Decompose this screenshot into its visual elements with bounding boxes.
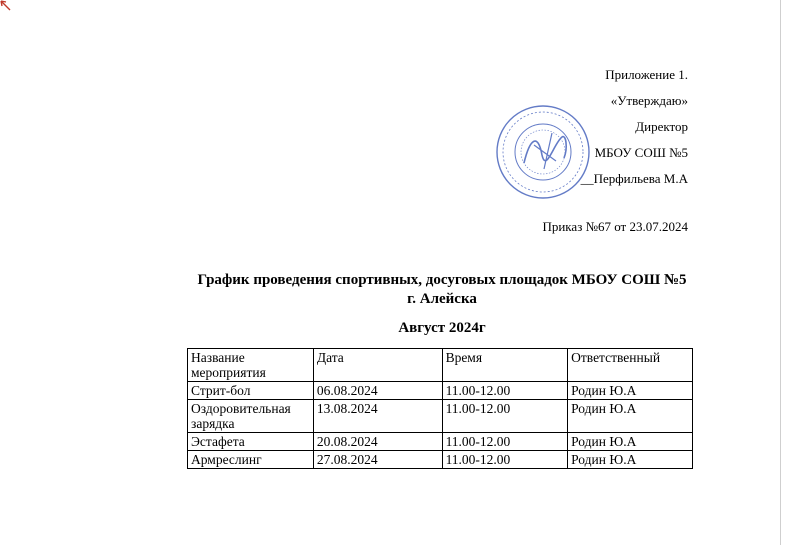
school-label: МБОУ СОШ №5	[594, 145, 688, 160]
cell-responsible: Родин Ю.А	[568, 433, 693, 451]
cell-date: 27.08.2024	[313, 451, 442, 469]
header-responsible: Ответственный	[568, 349, 693, 382]
table-row	[188, 433, 693, 451]
appendix-label: Приложение 1.	[605, 67, 688, 82]
header-event: Название мероприятия	[188, 349, 314, 382]
signature-line: __Перфильева М.А	[580, 171, 688, 186]
corner-mark-icon	[0, 0, 14, 14]
table-header-row	[188, 349, 693, 382]
cell-responsible: Родин Ю.А	[568, 382, 693, 400]
document-title	[188, 271, 696, 309]
header-date: Дата	[313, 349, 442, 382]
table-row	[188, 400, 693, 433]
cell-time: 11.00-12.00	[442, 382, 568, 400]
cell-time: 11.00-12.00	[442, 400, 568, 433]
position-label: Директор	[635, 119, 688, 134]
order-reference: Приказ №67 от 23.07.2024	[542, 219, 688, 234]
approval-block	[581, 66, 688, 196]
month-heading: Август 2024г	[398, 320, 486, 336]
cell-responsible: Родин Ю.А	[568, 451, 693, 469]
page-edge	[780, 0, 781, 545]
cell-date: 13.08.2024	[313, 400, 442, 433]
table-row	[188, 382, 693, 400]
cell-event: Эстафета	[188, 433, 314, 451]
approve-label: «Утверждаю»	[610, 93, 688, 108]
header-time: Время	[442, 349, 568, 382]
cell-date: 20.08.2024	[313, 433, 442, 451]
cell-date: 06.08.2024	[313, 382, 442, 400]
cell-event: Оздоровительная зарядка	[188, 400, 314, 433]
title-line-2: г. Алейска	[407, 291, 477, 307]
cell-responsible: Родин Ю.А	[568, 400, 693, 433]
cell-event: Армреслинг	[188, 451, 314, 469]
title-line-1: График проведения спортивных, досуговых площадок МБОУ СОШ №5	[197, 272, 687, 288]
cell-time: 11.00-12.00	[442, 433, 568, 451]
cell-event: Стрит-бол	[188, 382, 314, 400]
school-stamp-icon	[494, 103, 592, 201]
table-row	[188, 451, 693, 469]
cell-time: 11.00-12.00	[442, 451, 568, 469]
schedule-table	[187, 348, 693, 469]
